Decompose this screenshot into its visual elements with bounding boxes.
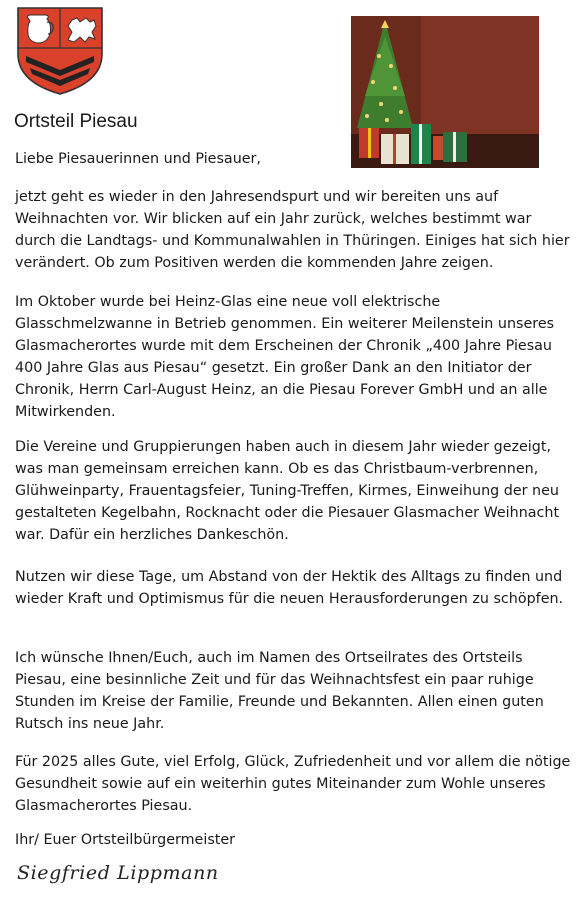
paragraph-text: Nutzen wir diese Tage, um Abstand von der Hektik des Alltags zu finden und wieder Kraft und Optimismus für die neuen Herausforderungen zu schöpfen. <box>15 569 564 607</box>
paragraph-text: Für 2025 alles Gute, viel Erfolg, Glück, Zufriedenheit und vor allem die nötige Gesundheit sowie auf ein weiterhin gutes Miteinander zum Wohle unseres Glasmacherortes Piesau. <box>15 754 571 814</box>
paragraph-text: Die Vereine und Gruppierungen haben auch in diesem Jahr wieder gezeigt, was man gemeinsam erreichen kann. Ob es das Christbaum-verbrennen, Glühweinparty, Frauentagsfeier, Tuning-Treffen, Kirmes, Einweihung der neu gestalteten Kegelbahn, Rocknacht oder die Piesauer Glasmacher Weihnacht war. Dafür ein herzliches Dankeschön. <box>15 439 560 543</box>
paragraph-3 <box>15 436 571 546</box>
greeting <box>15 148 571 170</box>
closing <box>15 829 571 851</box>
paragraph-6 <box>15 751 571 817</box>
paragraph-5 <box>15 647 571 735</box>
paragraph-4 <box>15 566 571 610</box>
paragraph-text: jetzt geht es wieder in den Jahresendspurt und wir bereiten uns auf Weihnachten vor. Wir blicken auf ein Jahr zurück, welches bestimmt war durch die Landtags- und Kommunalwahlen in Thüringen. Einiges hat sich hier verändert. Ob zum Positiven werden die kommenden Jahre zeigen. <box>15 189 570 271</box>
coat-of-arms-icon <box>16 6 104 96</box>
paragraph-2 <box>15 291 571 423</box>
paragraph-text: Im Oktober wurde bei Heinz-Glas eine neue voll elektrische Glasschmelzwanne in Betrieb genommen. Ein weiterer Meilenstein unseres Glasmacherortes wurde mit dem Erscheinen der Chronik „400 Jahre Piesau 400 Jahre Glas aus Piesau“ gesetzt. Ein großer Dank an den Initiator der Chronik, Herrn Carl-August Heinz, an die Piesau Forever GmbH und an alle Mitwirkenden. <box>15 294 555 420</box>
paragraph-text: Ich wünsche Ihnen/Euch, auch im Namen des Ortseilrates des Ortsteils Piesau, eine besinnliche Zeit und für das Weihnachtsfest ein paar ruhige Stunden im Kreise der Familie, Freunde und Bekannten. Allen einen guten Rutsch ins neue Jahr. <box>15 650 544 732</box>
page-title: Ortsteil Piesau <box>14 111 138 132</box>
paragraph-1 <box>15 186 571 274</box>
signature: Siegfried Lippmann <box>17 862 219 884</box>
christmas-tree-photo <box>351 16 539 168</box>
greeting-text: Liebe Piesauerinnen und Piesauer, <box>15 151 261 167</box>
closing-text: Ihr/ Euer Ortsteilbürgermeister <box>15 832 236 848</box>
